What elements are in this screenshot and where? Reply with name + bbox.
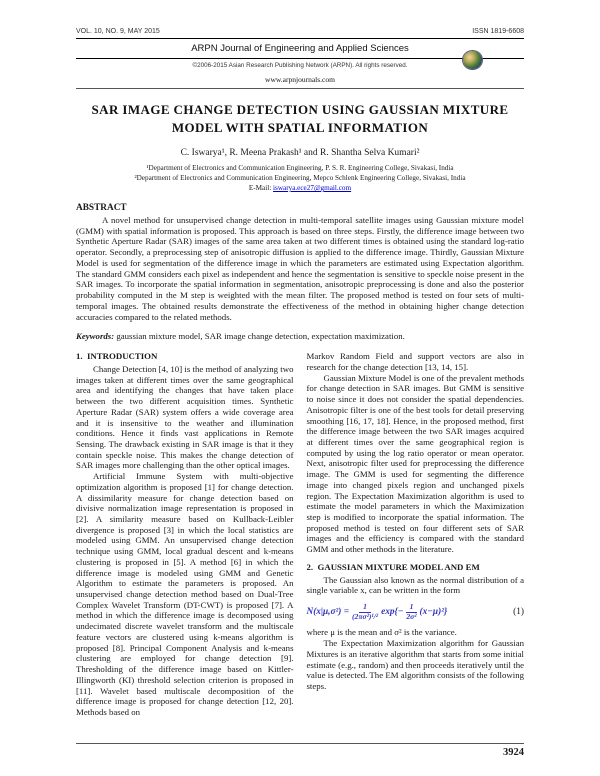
two-column-body (76, 351, 524, 717)
equation-number: (1) (513, 606, 524, 617)
issn-number: ISSN 1819-6608 (472, 28, 524, 35)
section-2-heading: 2. GAUSSIAN MIXTURE MODEL AND EM (306, 561, 480, 572)
affiliation-2: ²Department of Electronics and Communication Engineering, Mepco Schlenk Engineering College, Sivakasi, India (134, 173, 466, 182)
keywords-label: Keywords: (76, 331, 117, 342)
header-divider (76, 88, 524, 89)
gmm-paragraph-3: The Expectation Maximization algorithm for Gaussian Mixtures is an iterative algorithm that starts from some initial estimate (e.g., random) and then proceeds iteratively until the value is detected. The EM algorithm consists of the following steps. (306, 638, 524, 692)
keywords-text: gaussian mixture model, SAR image change detection, expectation maximization. (116, 331, 405, 342)
journal-name: ARPN Journal of Engineering and Applied Sciences (191, 43, 409, 54)
abstract-text: A novel method for unsupervised change detection in multi-temporal satellite images using Gaussian mixture model (GMM) with spatial information is proposed. This approach is based on three steps. Firstly, the difference image between two Synthetic Aperture Radar (SAR) images of the same area taken at two different times is obtained using the standard log-ratio operator. Secondly, a preprocessing step of anisotropic diffusion is applied to the difference image. Thirdly, Gaussian Mixture Model is used for segmentation of the difference image in which the parameters are estimated using Expectation algorithm. The standard GMM considers each pixel as independent and hence the segmentation is sensitive to speckle noise present in the SAR images. To incorporate the spatial information in segmentation, anisotropic preprocessing is done and also the posterior probability computed in the M step is weighted with the mean filter. The proposed method is tested on four sets of multi-temporal images. The obtained results demonstrate the effectiveness of the method in obtaining higher change detection accuracies compared to the related methods. (76, 215, 524, 322)
intro-paragraph-1: Change Detection [4, 10] is the method of analyzing two images taken at different times over the same geographical area and identifying the changes that have taken place between the two different acquisition times. Synthetic Aperture Radar (SAR) system offers a wide coverage area and it is insensitive to the weather and illumination conditions. Hence it finds vast applications in Remote Sensing. The drawback existing in SAR image is that it they contain speckle noise. This makes the change detection of SAR images more challenging than the other optical images. (76, 363, 294, 471)
journal-website-link[interactable]: www.arpnjournals.com (265, 75, 335, 84)
equation-exp: exp{− (381, 606, 404, 617)
equation-fraction-1: $\frac{1}{\text{(2πσ²)¹/²}}$ (352, 602, 379, 621)
page-footer (76, 743, 524, 758)
keywords-line (76, 331, 524, 341)
volume-issue-date: VOL. 10, NO. 9, MAY 2015 (76, 28, 160, 35)
right-column (307, 351, 525, 717)
equation-1 (307, 603, 525, 621)
abstract-heading: ABSTRACT (76, 203, 127, 214)
equation-lhs: N(x|μ,σ²) = (306, 606, 350, 617)
page-number: 3924 (503, 747, 524, 758)
authors-line: C. Iswarya¹, R. Meena Prakash¹ and R. Shantha Selva Kumari² (180, 147, 420, 158)
left-column (76, 351, 294, 717)
equation-rhs: (x−μ)²} (419, 606, 448, 617)
footer-divider (76, 743, 524, 744)
intro-paragraph-3: Markov Random Field and support vectors are also in research for the change detection [13, 14, 15]. (306, 351, 524, 372)
equation-1-expression (307, 603, 508, 621)
affiliation-1: ¹Department of Electronics and Communication Engineering, P. S. R. Engineering College, Sivakasi, India (146, 163, 454, 172)
journal-globe-logo-icon (463, 51, 482, 69)
equation-fraction-2: $\frac{1}{\text{2σ²}}$ (406, 602, 417, 621)
journal-name-box (76, 38, 524, 59)
intro-paragraph-4: Gaussian Mixture Model is one of the prevalent methods for change detection in SAR images. But GMM is sensitive to noise since it does not consider the spatial dependencies. Anisotropic filter is one of the best tools for detail preserving smoothing [16, 17, 18]. Hence, in the proposed method, first the difference image between the two SAR images acquired at different times over the same geographical region is computed by using the log ratio operator or mean operator. Next, anisotropic filter used for preprocessing the difference image. The GMM is used for segmenting the difference image into changed pixels region and unchanged pixels region. The Expectation Maximization algorithm is used to estimate the model parameters in which the Maximization step is modified to incorporate the spatial information. The proposed method is tested on four different sets of SAR images and the efficiency is compared with the standard GMM and other methods in the literature. (306, 372, 524, 555)
gmm-paragraph-2: where μ is the mean and σ² is the variance. (306, 627, 457, 638)
affiliations-block (76, 163, 524, 183)
email-label: E-Mail: (248, 184, 274, 193)
email-link[interactable]: iswarya.ece27@gmail.com (273, 184, 352, 193)
intro-paragraph-2: Artificial Immune System with multi-objective optimization algorithm is proposed [1] for change detection. A dissimilarity measure for change detection based on divisive normalization image representation is proposed in [2]. A similarity measure based on Kullback-Leibler divergence is proposed [3] in which the local statistics are modeled using GMM. An unsupervised change detection technique using GMM, local gradual descent and k-means clustering is proposed in [5]. A method [6] in which the difference image is modeled using GMM and Genetic Algorithm to estimate the parameters is proposed. An unsupervised change detection method based on Dual-Tree Complex Wavelet Transform (DT-CWT) is proposed [7]. A method in which the difference image is decomposed using undecimated discrete wavelet transform and the multiscale feature vectors are clustered using k-means algorithm is proposed [8]. Principal Component Analysis and k-means clustering are employed for change detection [9]. Thresholding of the difference image based on Kittler-Illingworth (KI) threshold selection criterion is proposed in [11]. Wavelet based multiscale decomposition of the difference image is proposed for change detection [12, 20]. Methods based on (76, 471, 294, 717)
gmm-paragraph-1: The Gaussian also known as the normal distribution of a single variable x, can be written in the form (306, 574, 524, 596)
paper-title: SAR IMAGE CHANGE DETECTION USING GAUSSIAN MIXTURE MODEL WITH SPATIAL INFORMATION (91, 102, 509, 135)
email-line (76, 184, 524, 192)
section-1-heading: 1. INTRODUCTION (76, 351, 158, 362)
journal-header-top (76, 28, 524, 35)
copyright-line: ©2006-2015 Asian Research Publishing Network (ARPN). All rights reserved. (192, 62, 408, 69)
